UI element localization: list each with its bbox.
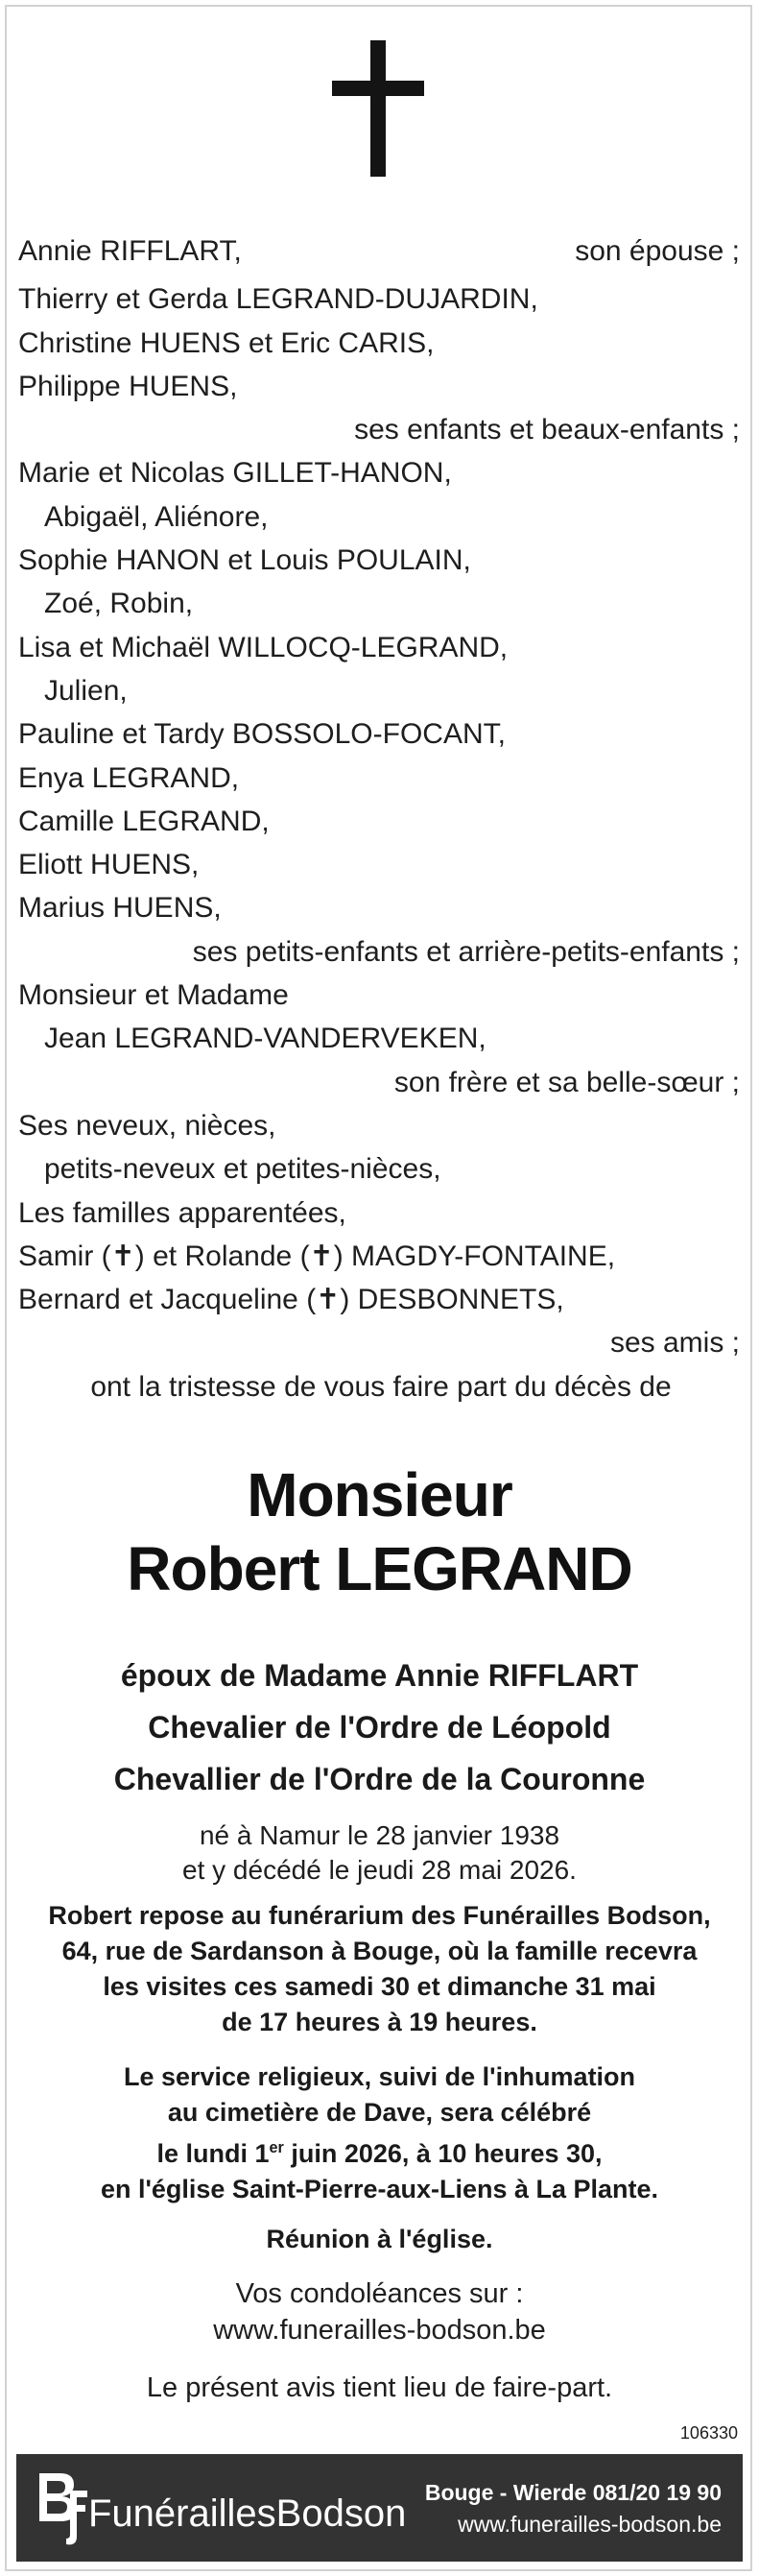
condolences — [0, 2275, 759, 2348]
family-member: Thierry et Gerda LEGRAND-DUJARDIN, — [18, 283, 538, 316]
relationship-label: son épouse ; — [575, 235, 740, 267]
deceased-name: Robert LEGRAND — [127, 1534, 632, 1603]
relationship-label: ses amis ; — [609, 1327, 740, 1360]
funerarium-line: Robert repose au funérarium des Funérailles Bodson, — [48, 1901, 711, 1930]
family-member-children: Abigaël, Aliénore, — [44, 500, 269, 533]
relationship-label: son frère et sa belle-sœur ; — [393, 1066, 740, 1098]
funeral-home-contact — [425, 2477, 722, 2540]
funeral-home-logo-icon — [34, 2462, 91, 2548]
family-list — [18, 229, 744, 1408]
title-line: Chevalier de l'Ordre de Léopold — [148, 1710, 611, 1745]
condolences-url[interactable]: www.funerailles-bodson.be — [213, 2315, 546, 2346]
family-member: Christine HUENS et Eric CARIS, — [18, 326, 435, 359]
family-member: Annie RIFFLART, — [18, 235, 242, 267]
family-member: Samir (✝) et Rolande (✝) MAGDY-FONTAINE, — [18, 1240, 616, 1272]
service-line: en l'église Saint-Pierre-aux-Liens à La Plante. — [100, 2175, 659, 2203]
reunion-note: Réunion à l'église. — [266, 2225, 493, 2253]
condolences-label: Vos condoléances sur : — [235, 2278, 524, 2309]
notice-statement: Le présent avis tient lieu de faire-part. — [146, 2372, 613, 2403]
family-member: Pauline et Tardy BOSSOLO-FOCANT, — [18, 718, 506, 751]
family-member: Eliott HUENS, — [18, 849, 200, 881]
family-member: Monsieur et Madame — [18, 979, 289, 1012]
announcement-intro: ont la tristesse de vous faire part du décès de — [90, 1370, 672, 1403]
service-line: au cimetière de Dave, sera célébré — [167, 2098, 592, 2127]
relationship-label: ses petits-enfants et arrière-petits-enfants ; — [192, 935, 740, 968]
birth-death-info — [0, 1818, 759, 1888]
deceased-titles — [0, 1649, 759, 1805]
family-line-split — [18, 229, 744, 273]
family-member: Lisa et Michaël WILLOCQ-LEGRAND, — [18, 631, 509, 663]
relationship-label: ses enfants et beaux-enfants ; — [354, 414, 740, 446]
family-member-children: Julien, — [44, 674, 128, 707]
funeral-home-brand: FunéraillesBodson — [88, 2492, 407, 2535]
family-member: Marius HUENS, — [18, 892, 222, 925]
family-member: Philippe HUENS, — [18, 370, 238, 402]
family-member-children: Zoé, Robin, — [44, 588, 194, 620]
reference-number: 106330 — [679, 2423, 738, 2443]
family-member: Ses neveux, nièces, — [18, 1109, 276, 1142]
funerarium-line: 64, rue de Sardanson à Bouge, où la famille recevra — [61, 1937, 698, 1965]
website-link[interactable]: www.funerailles-bodson.be — [458, 2512, 722, 2537]
birth-line: né à Namur le 28 janvier 1938 — [199, 1820, 560, 1850]
title-line: Chevallier de l'Ordre de la Couronne — [113, 1762, 646, 1796]
service-date-line: le lundi 1er juin 2026, à 10 heures 30, — [156, 2139, 603, 2168]
service-line: Le service religieux, suivi de l'inhumation — [123, 2062, 636, 2091]
deceased-honorific: Monsieur — [247, 1460, 512, 1529]
funerarium-line: les visites ces samedi 30 et dimanche 31 mai — [103, 1972, 656, 2001]
family-member: Marie et Nicolas GILLET-HANON, — [18, 457, 452, 490]
family-member: Bernard et Jacqueline (✝) DESBONNETS, — [18, 1284, 564, 1316]
family-member: Sophie HANON et Louis POULAIN, — [18, 544, 471, 577]
service-info — [0, 2059, 759, 2207]
funerarium-line: de 17 heures à 19 heures. — [222, 2008, 537, 2036]
cross-icon — [332, 40, 424, 177]
family-member: Enya LEGRAND, — [18, 761, 240, 794]
funeral-home-footer — [16, 2454, 743, 2562]
phone-line: Bouge - Wierde 081/20 19 90 — [424, 2480, 722, 2505]
family-member: Les familles apparentées, — [18, 1196, 346, 1229]
family-member-children: petits-neveux et petites-nièces, — [44, 1153, 441, 1186]
family-member: Camille LEGRAND, — [18, 805, 270, 837]
death-line: et y décédé le jeudi 28 mai 2026. — [182, 1855, 577, 1885]
title-line: époux de Madame Annie RIFFLART — [120, 1658, 639, 1693]
funerarium-info — [0, 1898, 759, 2040]
family-member-children: Jean LEGRAND-VANDERVEKEN, — [44, 1023, 486, 1055]
